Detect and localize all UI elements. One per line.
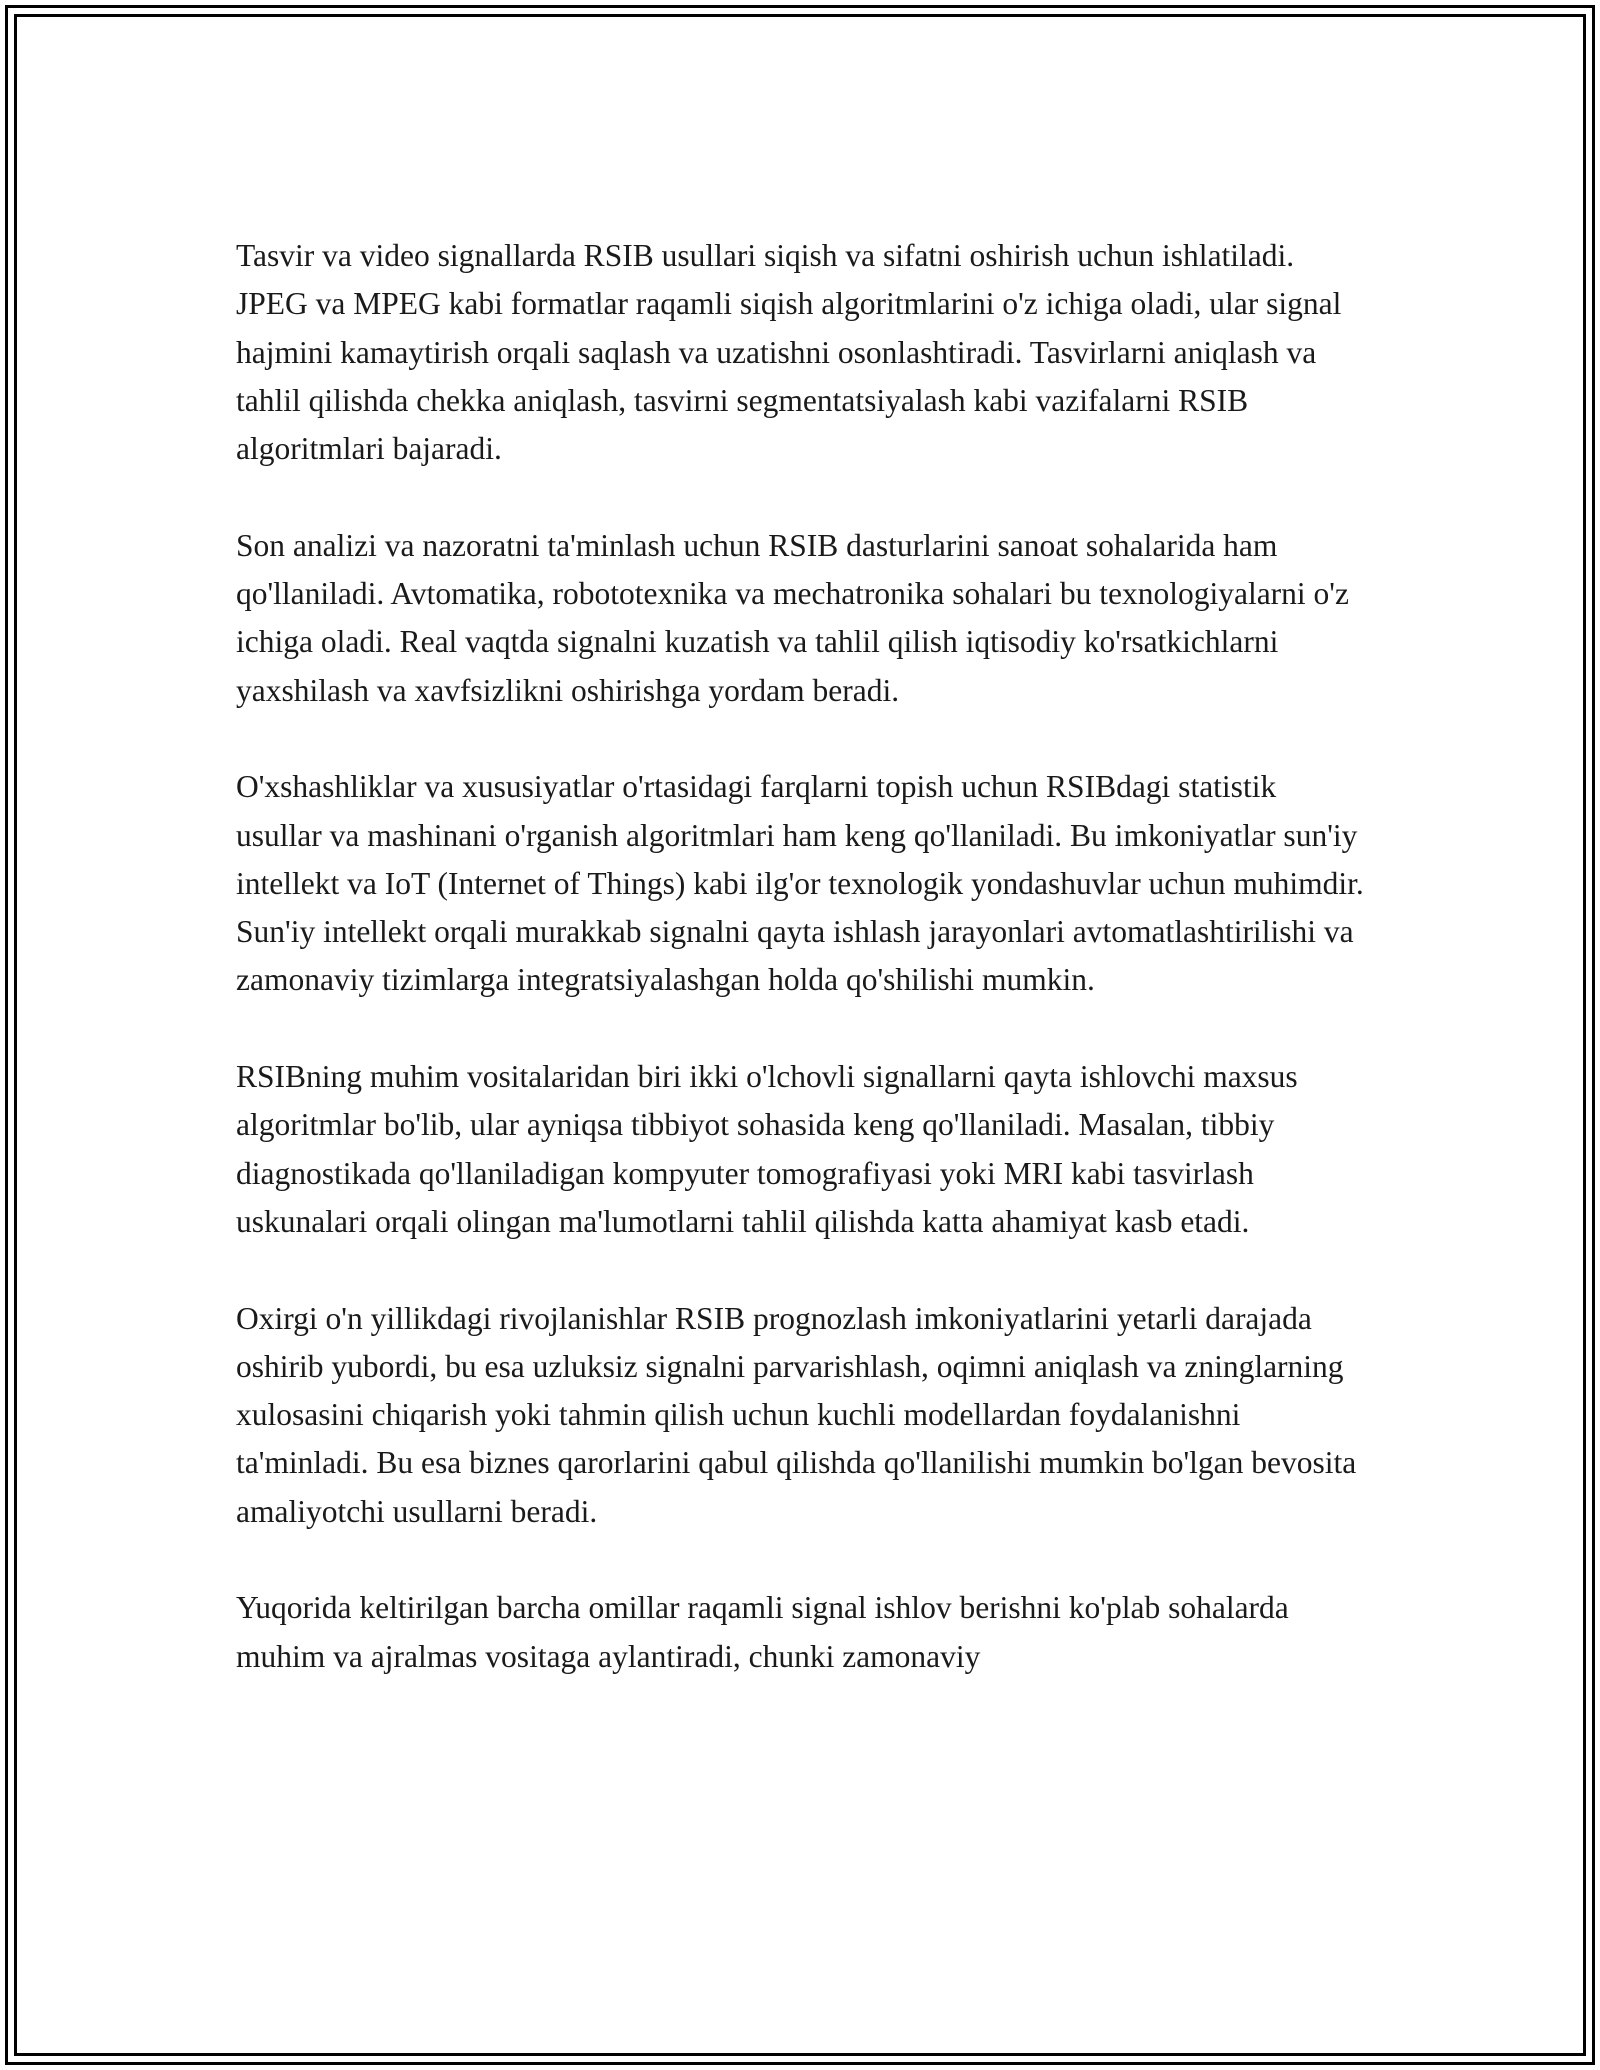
paragraph-image-video-compression: Tasvir va video signallarda RSIB usullari siqish va sifatni oshirish uchun ishlatiladi. JPEG va MPEG kabi formatlar raqamli siqish algoritmlarini o'z ichiga oladi, ular signal hajmini kamaytirish orqali saqlash va uzatishni osonlashtiradi. Tasvirlarni aniqlash va tahlil qilishda chekka aniqlash, tasvirni segmentatsiyalash kabi vazifalarni RSIB algoritmlari bajaradi. [236, 238, 1342, 467]
paragraph-statistical-methods: O'xshashliklar va xususiyatlar o'rtasidagi farqlarni topish uchun RSIBdagi statistik usullar va mashinani o'rganish algoritmlari ham keng qo'llaniladi. Bu imkoniyatlar sun'iy intellekt va IoT (Internet of Things) kabi ilg'or texnologik yondashuvlar uchun muhimdir. Sun'iy intellekt orqali murakkab signalni qayta ishlash jarayonlari avtomatlashtirilishi va zamonaviy tizimlarga integratsiyalashgan holda qo'shilishi mumkin. [236, 769, 1364, 998]
document-body [236, 232, 1366, 1729]
paragraph-conclusion: Yuqorida keltirilgan barcha omillar raqamli signal ishlov berishni ko'plab sohalarda muhim va ajralmas vositaga aylantiradi, chunki zamonaviy [236, 1590, 1289, 1674]
paragraph-medical-imaging: RSIBning muhim vositalaridan biri ikki o'lchovli signallarni qayta ishlovchi maxsus algoritmlar bo'lib, ular ayniqsa tibbiyot sohasida keng qo'llaniladi. Masalan, tibbiy diagnostikada qo'llaniladigan kompyuter tomografiyasi yoki MRI kabi tasvirlash uskunalari orqali olingan ma'lumotlarni tahlil qilishda katta ahamiyat kasb etadi. [236, 1059, 1298, 1239]
paragraph-industrial-applications: Son analizi va nazoratni ta'minlash uchun RSIB dasturlarini sanoat sohalarida ham qo'llaniladi. Avtomatika, robototexnika va mechatronika sohalari bu texnologiyalarni o'z ichiga oladi. Real vaqtda signalni kuzatish va tahlil qilish iqtisodiy ko'rsatkichlarni yaxshilash va xavfsizlikni oshirishga yordam beradi. [236, 527, 1349, 708]
paragraph-forecasting-developments: Oxirgi o'n yillikdagi rivojlanishlar RSIB prognozlash imkoniyatlarini yetarli darajada oshirib yubordi, bu esa uzluksiz signalni parvarishlash, oqimni aniqlash va zninglarning xulosasini chiqarish yoki tahmin qilish uchun kuchli modellardan foydalanishni ta'minladi. Bu esa biznes qarorlarini qabul qilishda qo'llanilishi mumkin bo'lgan bevosita amaliyotchi usullarni beradi. [236, 1300, 1357, 1529]
